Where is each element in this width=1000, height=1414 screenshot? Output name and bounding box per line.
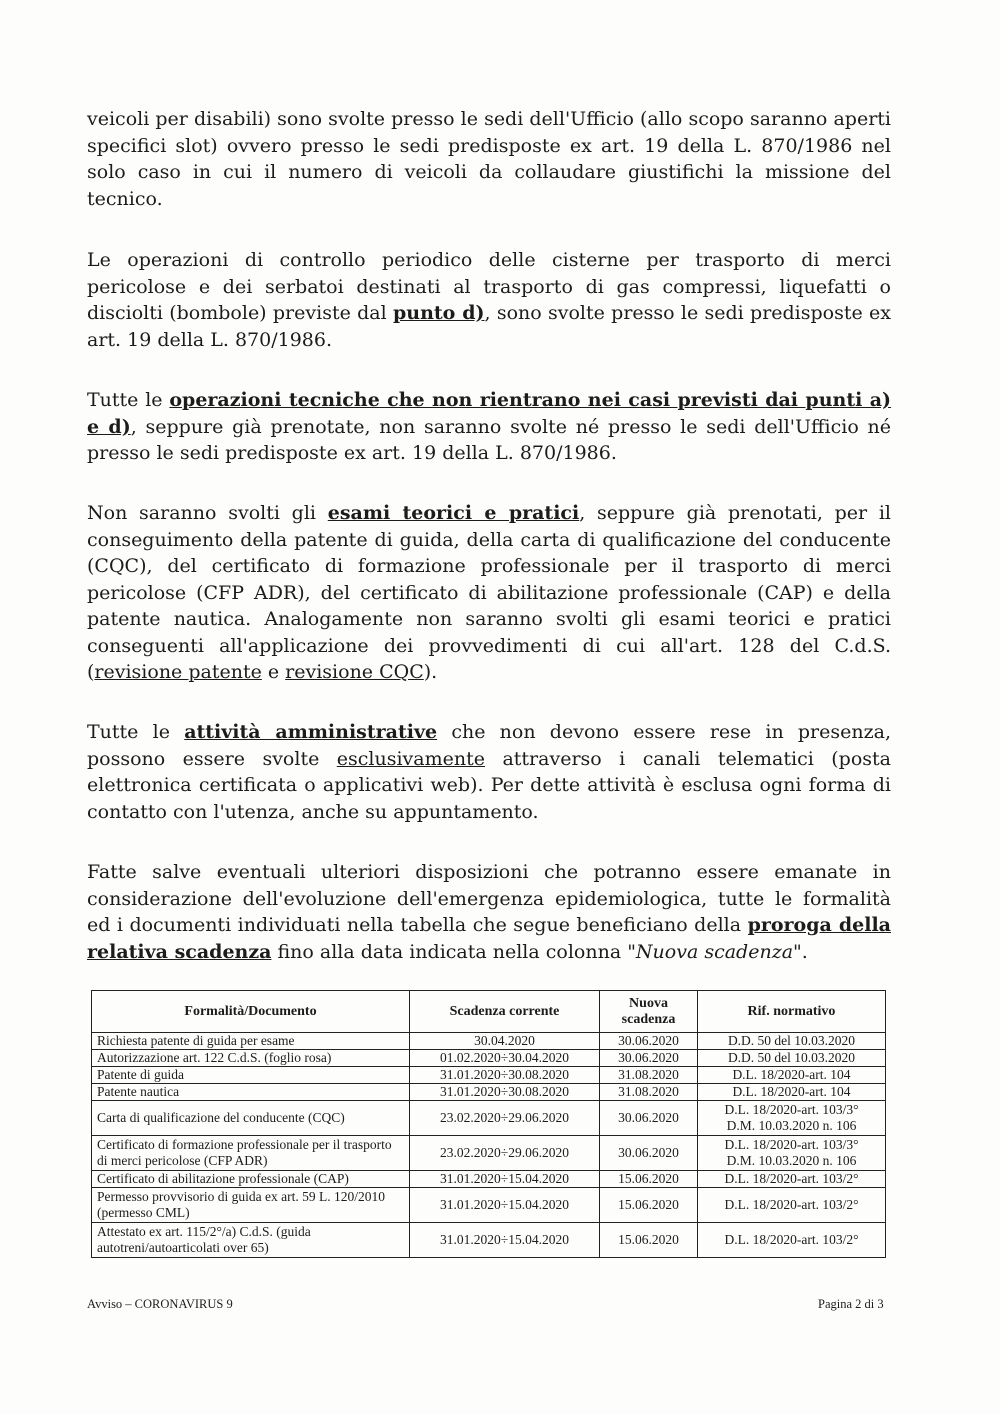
emphasis-text: punto d) bbox=[392, 302, 485, 324]
cell-nuova-scadenza: 30.06.2020 bbox=[600, 1033, 698, 1050]
paragraph-esami bbox=[87, 500, 891, 686]
cell-formalita: Certificato di formazione professionale per il trasporto di merci pericolose (CFP ADR) bbox=[92, 1136, 410, 1171]
cell-scadenza-corrente: 31.01.2020÷15.04.2020 bbox=[410, 1223, 600, 1258]
body-text: e bbox=[261, 661, 286, 683]
emphasis-text: esclusivamente bbox=[336, 747, 485, 770]
paragraph-proroga bbox=[87, 859, 891, 965]
cell-scadenza-corrente: 31.01.2020÷15.04.2020 bbox=[410, 1188, 600, 1223]
cell-scadenza-corrente: 01.02.2020÷30.04.2020 bbox=[410, 1050, 600, 1067]
table-row bbox=[92, 1050, 886, 1067]
cell-formalita: Attestato ex art. 115/2°/a) C.d.S. (guida autotreni/autoarticolati over 65) bbox=[92, 1223, 410, 1258]
table-row bbox=[92, 1067, 886, 1084]
cell-rif-normativo: D.L. 18/2020-art. 103/2° bbox=[698, 1223, 886, 1258]
body-text: Tutte le bbox=[87, 721, 185, 743]
cell-scadenza-corrente: 31.01.2020÷30.08.2020 bbox=[410, 1084, 600, 1101]
table-header-row bbox=[92, 991, 886, 1033]
emphasis-text: attività amministrative bbox=[184, 721, 438, 743]
emphasis-text: proroga della relativa scadenza bbox=[87, 914, 891, 963]
table-row bbox=[92, 1101, 886, 1136]
header-scadenza-corrente: Scadenza corrente bbox=[410, 991, 600, 1033]
cell-rif-normativo: D.L. 18/2020-art. 103/3° D.M. 10.03.2020 n. 106 bbox=[698, 1136, 886, 1171]
header-formalita: Formalità/Documento bbox=[92, 991, 410, 1033]
body-text: ). bbox=[423, 661, 438, 683]
paragraph-cisterne bbox=[87, 247, 891, 353]
body-text: , sono svolte presso le sedi predisposte ex art. 19 della L. 870/1986. bbox=[87, 302, 891, 351]
cell-nuova-scadenza: 30.06.2020 bbox=[600, 1101, 698, 1136]
body-text: . bbox=[801, 940, 808, 963]
cell-nuova-scadenza: 31.08.2020 bbox=[600, 1084, 698, 1101]
body-text: Tutte le bbox=[87, 389, 170, 411]
cell-nuova-scadenza: 31.08.2020 bbox=[600, 1067, 698, 1084]
body-text: , seppure già prenotati, per il conseguimento della patente di guida, della carta di qualificazione del conducente (CQC), del certificato di formazione professionale per il trasporto di merci pericolose (CFP ADR), del certificato di abilitazione professionale (CAP) e della patente nautica. Analogamente non saranno svolti gli esami teorici e pratici conseguenti all'applicazione dei provvedimenti di cui all'art. 128 del C.d.S. ( bbox=[87, 502, 892, 683]
cell-formalita: Permesso provvisorio di guida ex art. 59 L. 120/2010 (permesso CML) bbox=[92, 1188, 410, 1223]
cell-rif-normativo: D.L. 18/2020-art. 104 bbox=[698, 1067, 886, 1084]
cell-scadenza-corrente: 31.01.2020÷15.04.2020 bbox=[410, 1171, 600, 1188]
header-rif-normativo: Rif. normativo bbox=[698, 991, 886, 1033]
cell-rif-normativo: D.L. 18/2020-art. 103/2° bbox=[698, 1188, 886, 1223]
cell-scadenza-corrente: 23.02.2020÷29.06.2020 bbox=[410, 1136, 600, 1171]
paragraph-attivita-amministrative bbox=[87, 719, 891, 825]
body-text: , seppure già prenotate, non saranno svolte né presso le sedi dell'Ufficio né presso le sedi predisposte ex art. 19 della L. 870/1986. bbox=[87, 415, 891, 464]
table-row bbox=[92, 1033, 886, 1050]
cell-scadenza-corrente: 31.01.2020÷30.08.2020 bbox=[410, 1067, 600, 1084]
cell-rif-normativo: D.L. 18/2020-art. 103/3° D.M. 10.03.2020 n. 106 bbox=[698, 1101, 886, 1136]
body-text: veicoli per disabili) sono svolte presso le sedi dell'Ufficio (allo scopo saranno aperti specifici slot) ovvero presso le sedi predisposte ex art. 19 della L. 870/1986 nel solo caso in cui il numero di veicoli da collaudare giustifichi la missione del tecnico. bbox=[87, 108, 891, 210]
emphasis-text: revisione CQC bbox=[285, 661, 424, 683]
table-body bbox=[92, 1033, 886, 1258]
cell-formalita: Autorizzazione art. 122 C.d.S. (foglio rosa) bbox=[92, 1050, 410, 1067]
cell-nuova-scadenza: 30.06.2020 bbox=[600, 1050, 698, 1067]
emphasis-text: "Nuova scadenza" bbox=[627, 940, 802, 963]
cell-nuova-scadenza: 30.06.2020 bbox=[600, 1136, 698, 1171]
cell-scadenza-corrente: 30.04.2020 bbox=[410, 1033, 600, 1050]
body-text: che non devono essere rese in presenza, possono essere svolte bbox=[87, 721, 891, 770]
body-text: Non saranno svolti gli bbox=[87, 502, 328, 524]
emphasis-text: operazioni tecniche che non rientrano nei casi previsti dai punti a) e d) bbox=[87, 389, 892, 438]
table-row bbox=[92, 1136, 886, 1171]
cell-nuova-scadenza: 15.06.2020 bbox=[600, 1223, 698, 1258]
footer-document-name: Avviso – CORONAVIRUS 9 bbox=[87, 1297, 233, 1311]
body-text: Le operazioni di controllo periodico delle cisterne per trasporto di merci pericolose e dei serbatoi destinati al trasporto di gas compressi, liquefatti o disciolti (bombole) previste dal bbox=[87, 249, 891, 324]
cell-rif-normativo: D.L. 18/2020-art. 103/2° bbox=[698, 1171, 886, 1188]
cell-scadenza-corrente: 23.02.2020÷29.06.2020 bbox=[410, 1101, 600, 1136]
cell-rif-normativo: D.D. 50 del 10.03.2020 bbox=[698, 1033, 886, 1050]
emphasis-text: esami teorici e pratici bbox=[327, 502, 580, 524]
cell-rif-normativo: D.D. 50 del 10.03.2020 bbox=[698, 1050, 886, 1067]
cell-rif-normativo: D.L. 18/2020-art. 104 bbox=[698, 1084, 886, 1101]
table-row bbox=[92, 1188, 886, 1223]
paragraph-collaudi bbox=[87, 106, 891, 212]
cell-formalita: Carta di qualificazione del conducente (CQC) bbox=[92, 1101, 410, 1136]
scadenze-table bbox=[91, 990, 886, 1258]
body-text: fino alla data indicata nella colonna bbox=[271, 940, 628, 963]
cell-nuova-scadenza: 15.06.2020 bbox=[600, 1188, 698, 1223]
emphasis-text: revisione patente bbox=[94, 661, 262, 683]
cell-formalita: Patente nautica bbox=[92, 1084, 410, 1101]
table-row bbox=[92, 1171, 886, 1188]
footer-page-number: Pagina 2 di 3 bbox=[818, 1297, 884, 1311]
header-nuova-scadenza: Nuova scadenza bbox=[600, 991, 698, 1033]
cell-nuova-scadenza: 15.06.2020 bbox=[600, 1171, 698, 1188]
table-row bbox=[92, 1223, 886, 1258]
paragraph-operazioni-tecniche bbox=[87, 387, 891, 467]
cell-formalita: Patente di guida bbox=[92, 1067, 410, 1084]
body-text: Fatte salve eventuali ulteriori disposizioni che potranno essere emanate in considerazione dell'evoluzione dell'emergenza epidemiologica, tutte le formalità ed i documenti individuati nella tabella che segue beneficiano della bbox=[87, 861, 891, 936]
table-row bbox=[92, 1084, 886, 1101]
cell-formalita: Certificato di abilitazione professionale (CAP) bbox=[92, 1171, 410, 1188]
body-text: attraverso i canali telematici (posta elettronica certificata o applicativi web). Per dette attività è esclusa ogni forma di contatto con l'utenza, anche su appuntamento. bbox=[87, 747, 892, 823]
cell-formalita: Richiesta patente di guida per esame bbox=[92, 1033, 410, 1050]
